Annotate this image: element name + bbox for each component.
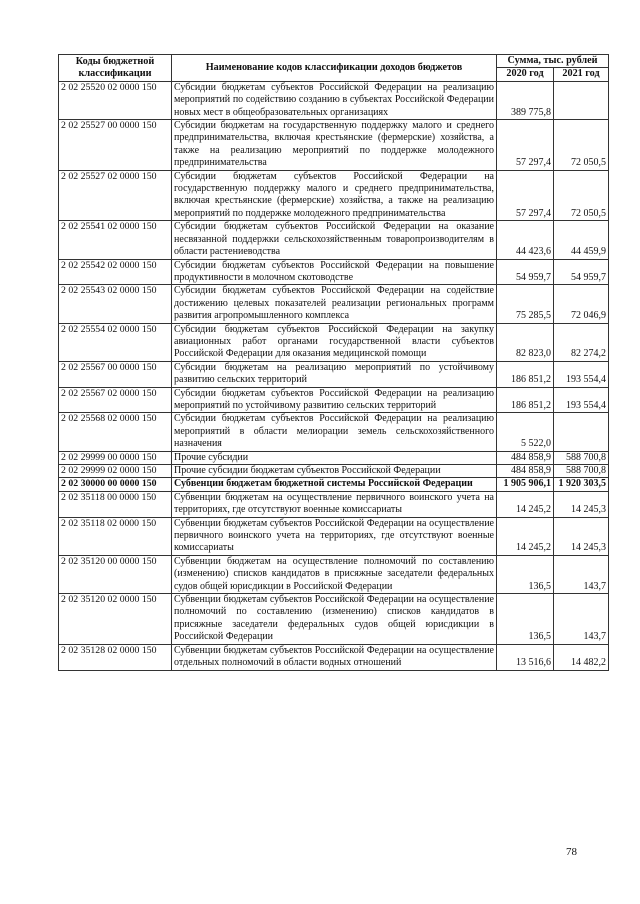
- cell-code: 2 02 25567 00 0000 150: [59, 361, 172, 387]
- cell-name: Прочие субсидии: [172, 451, 497, 464]
- header-sum: Сумма, тыс. рублей: [497, 55, 609, 68]
- cell-name: Субвенции бюджетам на осуществление полномочий по составлению (изменению) списков кандидатов в присяжные заседатели федеральных судов общей юрисдикции в Российской Федерации: [172, 555, 497, 593]
- cell-code: 2 02 35118 02 0000 150: [59, 517, 172, 555]
- cell-2020: 136,5: [497, 555, 554, 593]
- table-row: [59, 120, 609, 171]
- cell-code: 2 02 25567 02 0000 150: [59, 387, 172, 413]
- table-header: [59, 55, 609, 82]
- cell-code: 2 02 35120 02 0000 150: [59, 594, 172, 645]
- table-row: [59, 387, 609, 413]
- cell-name: Субвенции бюджетам на осуществление первичного воинского учета на территориях, где отсутствуют военные комиссариаты: [172, 491, 497, 517]
- cell-code: 2 02 25541 02 0000 150: [59, 221, 172, 259]
- table-row: [59, 465, 609, 478]
- cell-name: Субсидии бюджетам субъектов Российской Федерации на реализацию мероприятий по содействию созданию в субъектах Российской Федерации новых мест в общеобразовательных организациях: [172, 81, 497, 119]
- cell-code: 2 02 30000 00 0000 150: [59, 478, 172, 491]
- cell-2021: 588 700,8: [554, 465, 609, 478]
- budget-revenue-table: [58, 54, 609, 671]
- cell-2020: 186 851,2: [497, 387, 554, 413]
- cell-2021: 193 554,4: [554, 387, 609, 413]
- header-name: Наименование кодов классификации доходов бюджетов: [172, 55, 497, 82]
- cell-2020: 5 522,0: [497, 413, 554, 451]
- cell-code: 2 02 29999 02 0000 150: [59, 465, 172, 478]
- cell-name: Субсидии бюджетам субъектов Российской Федерации на реализацию мероприятий в области мелиорации земель сельскохозяйственного назначения: [172, 413, 497, 451]
- cell-2020: 136,5: [497, 594, 554, 645]
- header-year-2021: 2021 год: [554, 68, 609, 81]
- cell-2021: 14 245,3: [554, 517, 609, 555]
- cell-code: 2 02 35128 02 0000 150: [59, 644, 172, 670]
- cell-2021: [554, 81, 609, 119]
- cell-code: 2 02 25527 02 0000 150: [59, 170, 172, 221]
- table-body: [59, 81, 609, 670]
- cell-2020: 484 858,9: [497, 451, 554, 464]
- header-year-2020: 2020 год: [497, 68, 554, 81]
- cell-2021: 193 554,4: [554, 361, 609, 387]
- cell-2020: 186 851,2: [497, 361, 554, 387]
- cell-code: 2 02 25554 02 0000 150: [59, 323, 172, 361]
- cell-name: Субсидии бюджетам субъектов Российской Федерации на повышение продуктивности в молочном скотоводстве: [172, 259, 497, 285]
- table-row: [59, 594, 609, 645]
- cell-2021: 82 274,2: [554, 323, 609, 361]
- cell-2021: 72 046,9: [554, 285, 609, 323]
- cell-2020: 57 297,4: [497, 170, 554, 221]
- table-row: [59, 451, 609, 464]
- cell-code: 2 02 29999 00 0000 150: [59, 451, 172, 464]
- table-row: [59, 221, 609, 259]
- cell-name: Субвенции бюджетам субъектов Российской Федерации на осуществление отдельных полномочий в области водных отношений: [172, 644, 497, 670]
- cell-name: Субсидии бюджетам субъектов Российской Федерации на оказание несвязанной поддержки сельскохозяйственным товаропроизводителям в области растениеводства: [172, 221, 497, 259]
- header-code: Коды бюджетной классификации: [59, 55, 172, 82]
- cell-2021: 72 050,5: [554, 120, 609, 171]
- table-row: [59, 555, 609, 593]
- table-row: [59, 491, 609, 517]
- cell-name: Субсидии бюджетам на реализацию мероприятий по устойчивому развитию сельских территорий: [172, 361, 497, 387]
- cell-2020: 13 516,6: [497, 644, 554, 670]
- cell-2021: 14 245,3: [554, 491, 609, 517]
- table-row: [59, 170, 609, 221]
- cell-name: Субвенции бюджетам бюджетной системы Российской Федерации: [172, 478, 497, 491]
- cell-2020: 1 905 906,1: [497, 478, 554, 491]
- table-row: [59, 323, 609, 361]
- cell-2021: 588 700,8: [554, 451, 609, 464]
- cell-name: Субсидии бюджетам субъектов Российской Федерации на государственную поддержку малого и среднего предпринимательства, включая крестьянские (фермерские) хозяйства, а также на реализацию мероприятий по поддержке молодежного предпринимательства: [172, 170, 497, 221]
- cell-code: 2 02 35120 00 0000 150: [59, 555, 172, 593]
- cell-2021: 143,7: [554, 555, 609, 593]
- cell-code: 2 02 25542 02 0000 150: [59, 259, 172, 285]
- cell-2020: 14 245,2: [497, 491, 554, 517]
- cell-2021: 44 459,9: [554, 221, 609, 259]
- cell-2021: 1 920 303,5: [554, 478, 609, 491]
- cell-2021: 72 050,5: [554, 170, 609, 221]
- table-row: [59, 517, 609, 555]
- cell-name: Прочие субсидии бюджетам субъектов Российской Федерации: [172, 465, 497, 478]
- table-row: [59, 81, 609, 119]
- cell-2021: 14 482,2: [554, 644, 609, 670]
- cell-2020: 54 959,7: [497, 259, 554, 285]
- cell-2020: 82 823,0: [497, 323, 554, 361]
- cell-name: Субсидии бюджетам субъектов Российской Федерации на закупку авиационных работ органами государственной власти субъектов Российской Федерации для оказания медицинской помощи: [172, 323, 497, 361]
- table-row: [59, 644, 609, 670]
- cell-2021: 54 959,7: [554, 259, 609, 285]
- cell-name: Субсидии бюджетам на государственную поддержку малого и среднего предпринимательства, включая крестьянские (фермерские) хозяйства, а также на реализацию мероприятий по поддержке молодежного предпринимательства: [172, 120, 497, 171]
- cell-2020: 57 297,4: [497, 120, 554, 171]
- cell-name: Субвенции бюджетам субъектов Российской Федерации на осуществление полномочий по составлению (изменению) списков кандидатов в присяжные заседатели федеральных судов общей юрисдикции в Российской Федерации: [172, 594, 497, 645]
- cell-code: 2 02 35118 00 0000 150: [59, 491, 172, 517]
- cell-code: 2 02 25527 00 0000 150: [59, 120, 172, 171]
- cell-name: Субвенции бюджетам субъектов Российской Федерации на осуществление первичного воинского учета на территориях, где отсутствуют военные комиссариаты: [172, 517, 497, 555]
- cell-2020: 14 245,2: [497, 517, 554, 555]
- table-row: [59, 478, 609, 491]
- page-number: 78: [566, 846, 577, 858]
- cell-code: 2 02 25568 02 0000 150: [59, 413, 172, 451]
- table-row: [59, 285, 609, 323]
- cell-2020: 389 775,8: [497, 81, 554, 119]
- cell-code: 2 02 25543 02 0000 150: [59, 285, 172, 323]
- cell-name: Субсидии бюджетам субъектов Российской Федерации на содействие достижению целевых показателей реализации региональных программ развития агропромышленного комплекса: [172, 285, 497, 323]
- cell-2020: 75 285,5: [497, 285, 554, 323]
- table-row: [59, 259, 609, 285]
- table-row: [59, 413, 609, 451]
- cell-2020: 484 858,9: [497, 465, 554, 478]
- cell-name: Субсидии бюджетам субъектов Российской Федерации на реализацию мероприятий по устойчивому развитию сельских территорий: [172, 387, 497, 413]
- cell-code: 2 02 25520 02 0000 150: [59, 81, 172, 119]
- cell-2021: [554, 413, 609, 451]
- cell-2020: 44 423,6: [497, 221, 554, 259]
- table-row: [59, 361, 609, 387]
- cell-2021: 143,7: [554, 594, 609, 645]
